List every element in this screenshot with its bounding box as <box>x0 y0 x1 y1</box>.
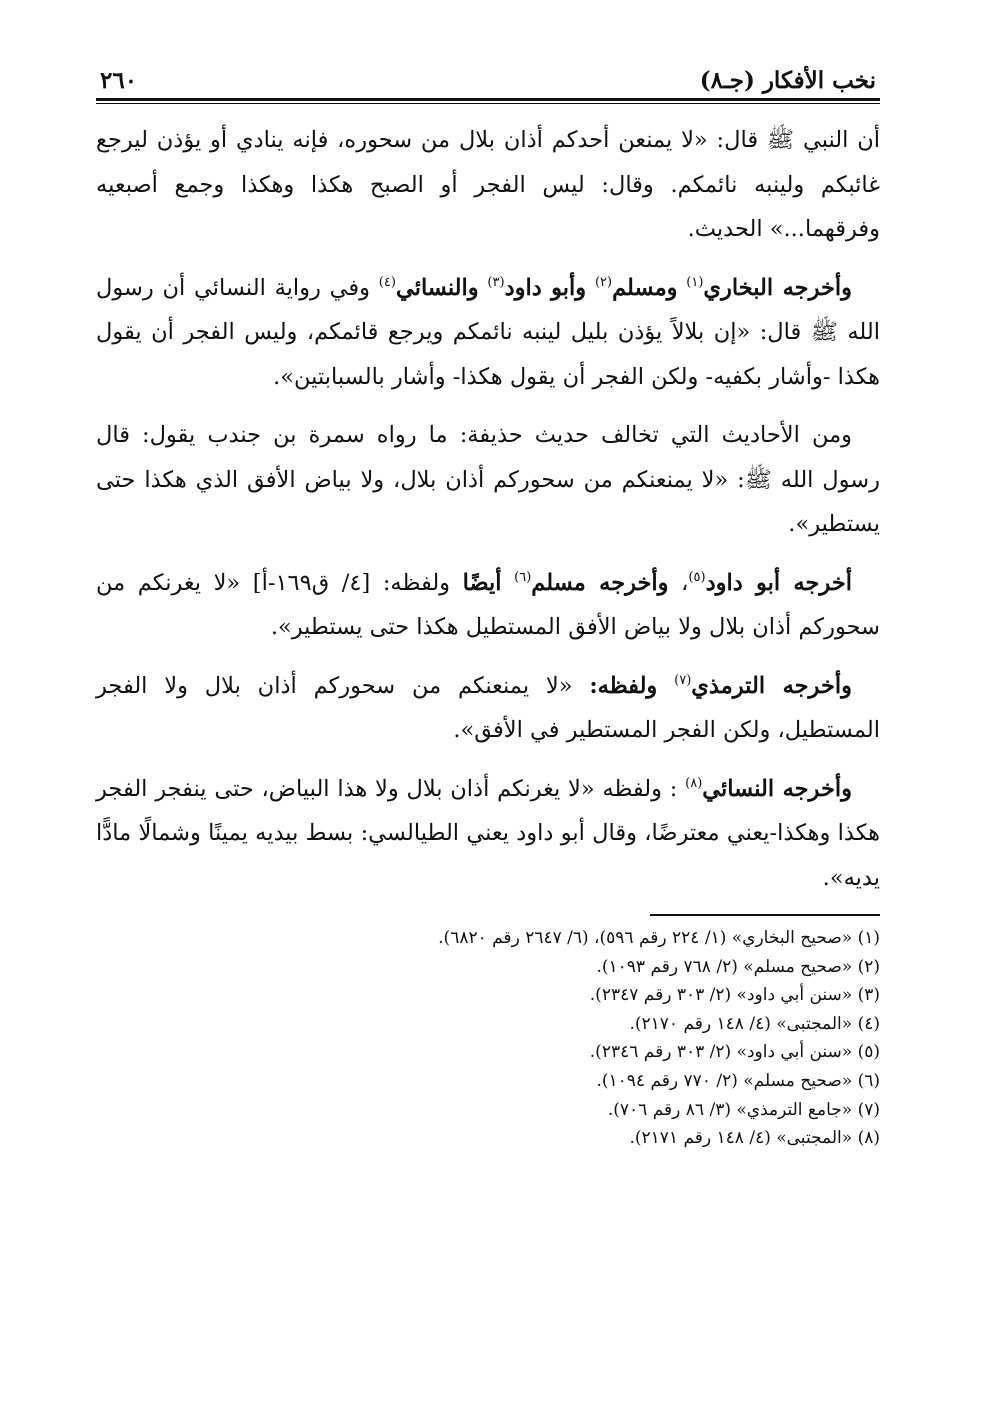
header-rule-thin <box>96 103 880 104</box>
paragraph-6 <box>96 767 880 901</box>
bold-source: وأخرجه مسلم <box>531 569 669 596</box>
bold-source: ومسلم <box>612 274 678 301</box>
footnote-ref: (٧) <box>674 672 692 688</box>
paragraph-5 <box>96 664 880 753</box>
footnotes <box>96 924 880 1153</box>
paragraph-text: وفي رواية النسائي أن رسول الله ﷺ قال: «إن بلالاً يؤذن بليل لينبه نائمكم ويرجع قائمكم، وليس الفجر أن يقول هكذا -وأشار بكفيه- ولكن الفجر أن يقول هكذا- وأشار بالسبابتين». <box>96 274 880 390</box>
main-text <box>96 118 880 900</box>
paragraph-4 <box>96 561 880 650</box>
bold-source: أخرجه أبو داود <box>705 569 852 596</box>
book-title: نخب الأفكار (جـ٨) <box>699 67 876 94</box>
footnote-8: (٨) «المجتبى» (٤/ ١٤٨ رقم ٢١٧١). <box>629 1128 880 1149</box>
footnote-ref: (٦) <box>514 569 532 585</box>
footnote-ref: (١) <box>686 274 704 290</box>
bold-source: أيضًا <box>462 569 502 596</box>
punctuation: ، <box>681 569 689 596</box>
paragraph-2 <box>96 266 880 400</box>
page-number: ٢٦٠ <box>100 67 138 94</box>
footnote-6: (٦) «صحيح مسلم» (٢/ ٧٧٠ رقم ١٠٩٤). <box>596 1070 880 1091</box>
paragraph-text: «لا يمنعنكم من سحوركم أذان بلال ولا الفجر المستطيل، ولكن الفجر المستطير في الأفق». <box>96 672 880 743</box>
footnote-4: (٤) «المجتبى» (٤/ ١٤٨ رقم ٢١٧٠). <box>629 1013 880 1034</box>
footnote-3: (٣) «سنن أبي داود» (٢/ ٣٠٣ رقم ٢٣٤٧). <box>589 985 880 1006</box>
bold-source: ولفظه: <box>589 672 658 699</box>
bold-source: وأخرجه النسائي <box>702 775 852 802</box>
paragraph-text: : ولفظه «لا يغرنكم أذان بلال ولا هذا البياض، حتى ينفجر الفجر هكذا وهكذا-يعني معترضًا، وقال أبو داود يعني الطيالسي: بسط بيديه يمينًا وشمالًا مادًّا يديه». <box>96 775 880 891</box>
bold-source: والنسائي <box>395 274 479 301</box>
footnote-5: (٥) «سنن أبي داود» (٢/ ٣٠٣ رقم ٢٣٤٦). <box>589 1042 880 1063</box>
footnote-2: (٢) «صحيح مسلم» (٢/ ٧٦٨ رقم ١٠٩٣). <box>596 956 880 977</box>
footnote-ref: (٢) <box>594 274 613 290</box>
footnote-ref: (٣) <box>487 274 505 290</box>
footnote-ref: (٤) <box>378 274 396 290</box>
paragraph-1 <box>96 118 880 252</box>
bold-source: وأخرجه الترمذي <box>691 672 852 699</box>
header-rule <box>96 98 880 101</box>
footnote-7: (٧) «جامع الترمذي» (٣/ ٨٦ رقم ٧٠٦). <box>607 1099 880 1120</box>
footnote-1: (١) «صحيح البخاري» (١/ ٢٢٤ رقم ٥٩٦)، (٦/ ٢٦٤٧ رقم ٦٨٢٠). <box>438 928 880 948</box>
paragraph-3 <box>96 413 880 547</box>
bold-source: وأخرجه البخاري <box>703 274 853 301</box>
footnote-ref: (٥) <box>688 569 706 585</box>
bold-source: وأبو داود <box>504 274 587 301</box>
paragraph-text: ولفظه: [٤/ ق١٦٩-أ] «لا يغرنكم من سحوركم أذان بلال ولا بياض الأفق المستطيل هكذا حتى يستطير». <box>96 569 880 640</box>
footnote-ref: (٨) <box>685 775 703 791</box>
book-page <box>96 56 880 1153</box>
footnote-separator <box>650 914 880 916</box>
paragraph-text: أن النبي ﷺ قال: «لا يمنعن أحدكم أذان بلال من سحوره، فإنه ينادي أو يؤذن ليرجع غائبكم ولينبه نائمكم. وقال: ليس الفجر أو الصبح هكذا وهكذا وجمع أصبعيه وفرقهما...» الحديث. <box>96 127 880 242</box>
paragraph-text: ومن الأحاديث التي تخالف حديث حذيفة: ما رواه سمرة بن جندب يقول: قال رسول الله ﷺ: «لا يمنعنكم من سحوركم أذان بلال، ولا بياض الأفق الذي هكذا حتى يستطير». <box>96 422 880 537</box>
running-header <box>96 56 880 94</box>
